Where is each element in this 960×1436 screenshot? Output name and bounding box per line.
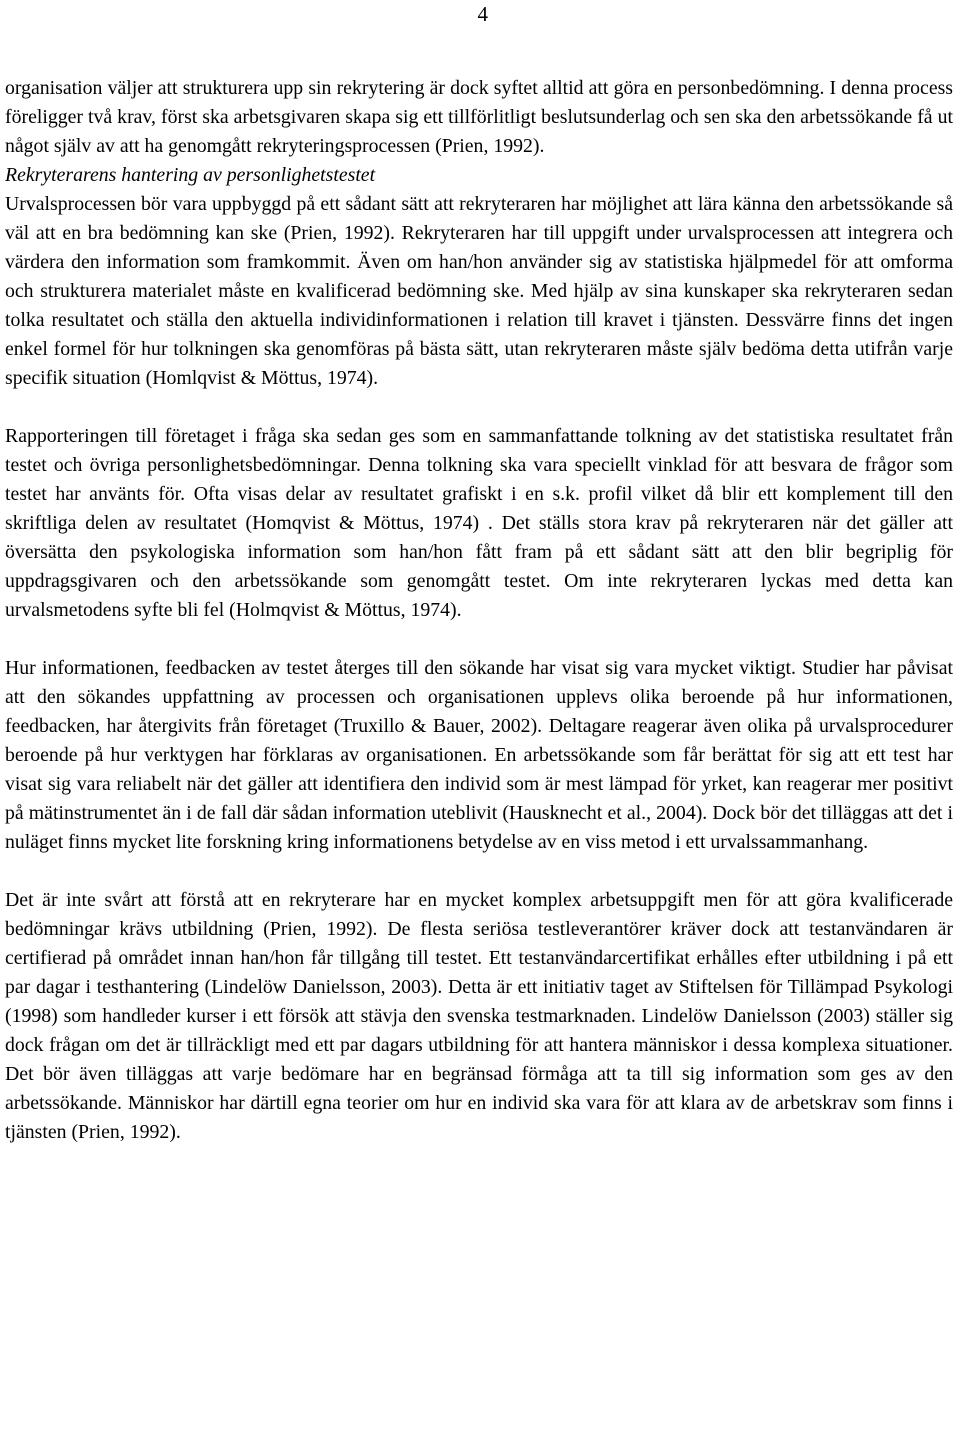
paragraph-intro: organisation väljer att strukturera upp sin rekrytering är dock syftet alltid att göra en personbedömning. I denna process föreligger två krav, först ska arbetsgivaren skapa sig ett tillförlitligt beslutsunderlag och sen ska den arbetssökande få ut något själv av att ha genomgått rekryteringsprocessen (Prien, 1992).	[5, 77, 953, 157]
page-number: 4	[477, 2, 488, 26]
document-body	[5, 74, 953, 1147]
paragraph-informationen: Hur informationen, feedbacken av testet återges till den sökande har visat sig vara mycket viktigt. Studier har påvisat att den sökandes uppfattning av processen och organisationen upplevs olika beroende på hur informationen, feedbacken, har återgivits från företaget (Truxillo & Bauer, 2002). Deltagare reagerar även olika på urvalsprocedurer beroende på hur verktygen har förklaras av organisationen. En arbetssökande som får berättat för sig att ett test har visat sig vara reliabelt när det gäller att identifiera den individ som är mest lämpad för yrket, kan reagerar mer positivt på mätinstrumentet än i de fall där sådan information uteblivit (Hausknecht et al., 2004). Dock bör det tilläggas att det i nuläget finns mycket lite forskning kring informationens betydelse av en viss metod i ett urvalssammanhang.	[5, 657, 953, 853]
section-heading: Rekryterarens hantering av personlighetstestet	[5, 164, 376, 186]
paragraph-rapporteringen: Rapporteringen till företaget i fråga ska sedan ges som en sammanfattande tolkning av det statistiska resultatet från testet och övriga personlighetsbedömningar. Denna tolkning ska vara speciellt vinklad för att besvara de frågor som testet har använts för. Ofta visas delar av resultatet grafiskt i en s.k. profil vilket då blir ett komplement till den skriftliga delen av resultatet (Homqvist & Möttus, 1974) . Det ställs stora krav på rekryteraren när det gäller att översätta den psykologiska information som han/hon fått fram på ett sådant sätt att den blir begriplig för uppdragsgivaren och den arbetssökande som genomgått testet. Om inte rekryteraren lyckas med detta kan urvalsmetodens syfte bli fel (Holmqvist & Möttus, 1974).	[5, 425, 953, 621]
paragraph-utbildning: Det är inte svårt att förstå att en rekryterare har en mycket komplex arbetsuppgift men för att göra kvalificerade bedömningar krävs utbildning (Prien, 1992). De flesta seriösa testleverantörer kräver dock att testanvändaren är certifierad på området innan han/hon får tillgång till testet. Ett testanvändarcertifikat erhålles efter utbildning i på ett par dagar i testhantering (Lindelöw Danielsson, 2003). Detta är ett initiativ taget av Stiftelsen för Tillämpad Psykologi (1998) som handleder kurser i ett försök att stävja den svenska testmarknaden. Lindelöw Danielsson (2003) ställer sig dock frågan om det är tillräckligt med ett par dagars utbildning för att hantera människor i dessa komplexa situationer. Det bör även tilläggas att varje bedömare har en begränsad förmåga att ta till sig information som ges av den arbetssökande. Människor har därtill egna teorier om hur en individ ska vara för att klara av de arbetskrav som finns i tjänsten (Prien, 1992).	[5, 889, 953, 1143]
paragraph-urvalsprocessen: Urvalsprocessen bör vara uppbyggd på ett sådant sätt att rekryteraren har möjlighet att lära känna den arbetssökande så väl att en bra bedömning kan ske (Prien, 1992). Rekryteraren har till uppgift under urvalsprocessen att integrera och värdera den information som framkommit. Även om han/hon använder sig av statistiska hjälpmedel för att omforma och strukturera materialet måste en kvalificerad bedömning ske. Med hjälp av sina kunskaper ska rekryteraren sedan tolka resultatet och ställa den aktuella individinformationen i relation till kravet i tjänsten. Dessvärre finns det ingen enkel formel för hur tolkningen ska genomföras på bästa sätt, utan rekryteraren måste själv bedöma detta utifrån varje specifik situation (Homlqvist & Möttus, 1974).	[5, 193, 953, 389]
